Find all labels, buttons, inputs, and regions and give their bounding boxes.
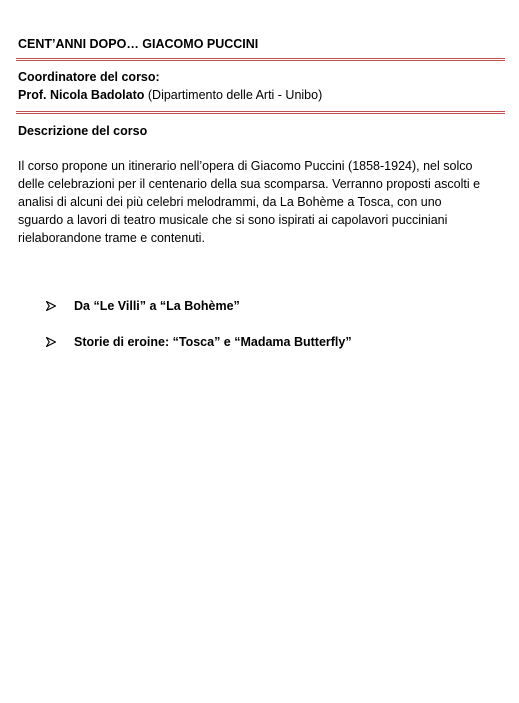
coordinator-section: [18, 68, 506, 104]
coordinator-line: [18, 86, 506, 104]
description-line: Il corso propone un itinerario nell’opera di Giacomo Puccini (1858-1924), nel solco: [18, 159, 473, 173]
description-line: analisi di alcuni dei più celebri melodrammi, da La Bohème a Tosca, con uno: [18, 195, 442, 209]
arrow-bullet-icon: [46, 301, 56, 311]
course-title: CENT’ANNI DOPO… GIACOMO PUCCINI: [18, 37, 259, 51]
topic-item: [46, 297, 486, 315]
divider-top: [16, 58, 505, 61]
divider-middle: [16, 111, 505, 114]
coordinator-name: Prof. Nicola Badolato: [18, 88, 145, 102]
topic-label: Da “Le Villi” a “La Bohème”: [74, 299, 240, 313]
arrow-bullet-icon: [46, 337, 56, 347]
description-heading: Descrizione del corso: [18, 124, 148, 138]
coordinator-affiliation: (Dipartimento delle Arti - Unibo): [144, 88, 323, 102]
topic-label: Storie di eroine: “Tosca” e “Madama Butterfly”: [74, 335, 352, 349]
description-line: sguardo a lavori di teatro musicale che si sono ispirati ai capolavori pucciniani: [18, 213, 448, 227]
topic-list: [46, 297, 486, 351]
description-line: delle celebrazioni per il centenario della sua scomparsa. Verranno proposti ascolti e: [18, 177, 481, 191]
description-body: [18, 157, 506, 247]
description-line: rielaborandone trame e contenuti.: [18, 231, 205, 245]
coordinator-label: Coordinatore del corso:: [18, 70, 160, 84]
topic-item: [46, 333, 486, 351]
